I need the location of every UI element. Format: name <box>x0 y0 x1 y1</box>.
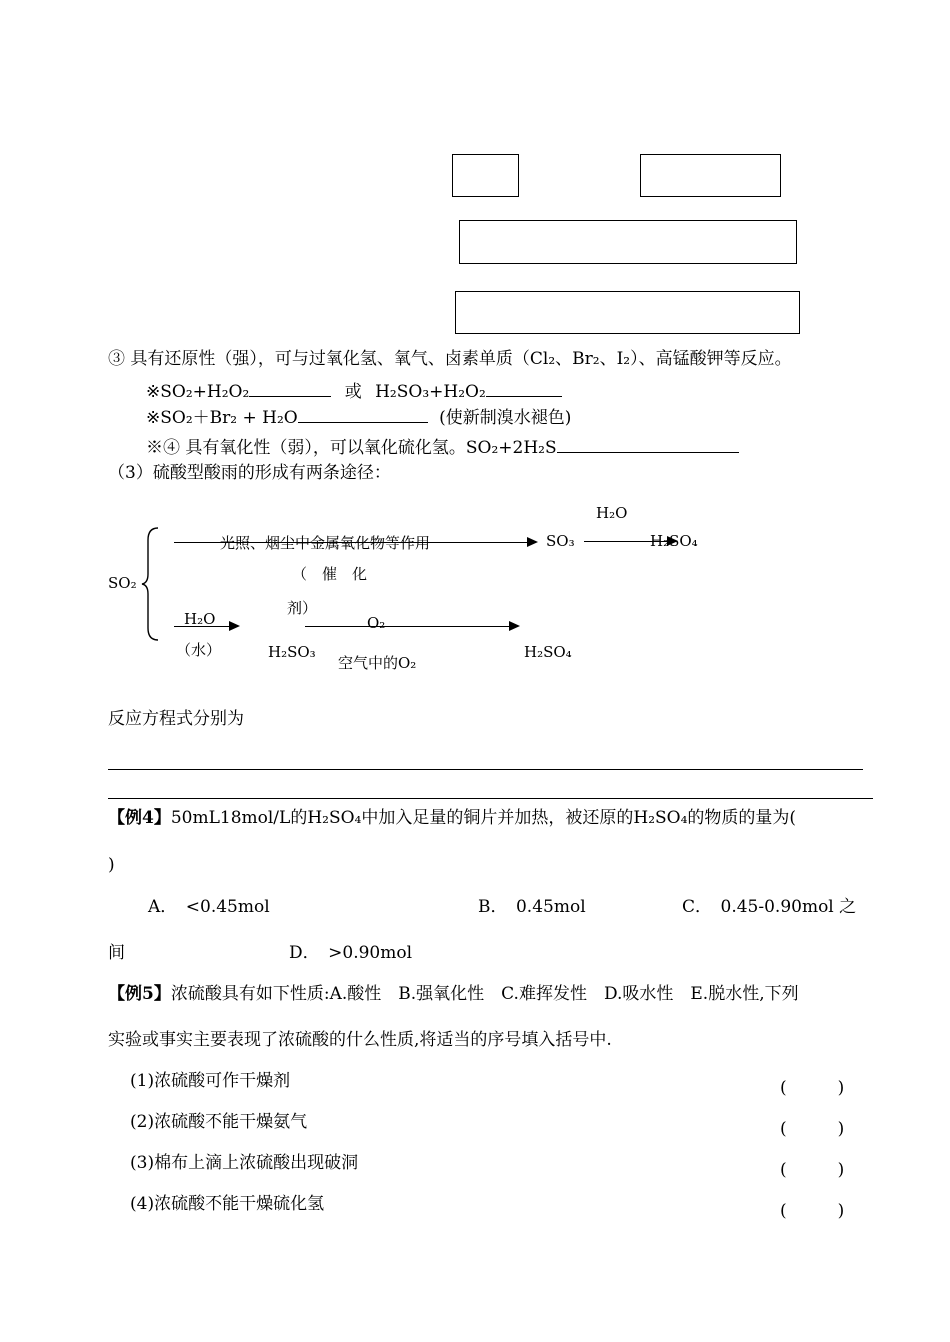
equation-2-note: (使新制溴水褪色) <box>439 408 572 428</box>
blank-box-2 <box>640 154 781 197</box>
equation-3-text: ※④ 具有氧化性（弱），可以氧化硫化氢。SO₂+2H₂S <box>146 438 557 458</box>
diagram-catalyst-label-1: （ 催 化 <box>292 565 368 583</box>
example-4-option-b: B． 0.45mol <box>478 897 586 917</box>
example-5 <box>108 986 799 1003</box>
equation-2 <box>146 407 571 427</box>
diagram-h2so4-top: H₂SO₄ <box>650 532 698 550</box>
curly-brace <box>140 526 162 642</box>
diagram-upper-label: 光照、烟尘中金属氧化物等作用 <box>220 534 431 552</box>
diagram-so2: SO₂ <box>108 574 137 592</box>
example-5-answer-1: ( ) <box>780 1078 845 1098</box>
arrow-h2so3-to-h2so4 <box>305 626 518 627</box>
equation-3 <box>146 437 739 457</box>
example-4-option-c: C． 0.45-0.90mol 之 <box>682 897 857 917</box>
diagram-o2: O₂ <box>367 614 386 632</box>
arrow-so2-to-so3 <box>174 542 536 543</box>
example-5-answer-4: ( ) <box>780 1201 845 1221</box>
example-4-option-c-cont: 间 <box>108 943 125 963</box>
diagram-h2so4-bottom: H₂SO₄ <box>524 643 572 661</box>
diagram-water-label: （水） <box>176 641 222 659</box>
example-4-tag: 【例4】 <box>108 808 171 828</box>
blank-box-3 <box>459 220 797 264</box>
blank-box-4 <box>455 291 800 334</box>
example-5-item-4: (4)浓硫酸不能干燥硫化氢 <box>130 1194 325 1214</box>
example-4-close: ) <box>108 855 115 875</box>
diagram-catalyst-label-2: 剂） <box>287 599 318 617</box>
example-5-tag: 【例5】 <box>108 984 171 1004</box>
example-5-answer-2: ( ) <box>780 1119 845 1139</box>
blank-box-1 <box>452 154 519 197</box>
equation-1-right: H₂SO₃+H₂O₂ <box>375 382 486 402</box>
equation-1-left: ※SO₂+H₂O₂ <box>146 382 250 402</box>
example-4 <box>108 810 796 827</box>
example-5-answer-3: ( ) <box>780 1160 845 1180</box>
example-5-item-2: (2)浓硫酸不能干燥氨气 <box>130 1112 308 1132</box>
acid-rain-title: （3）硫酸型酸雨的形成有两条途径： <box>108 463 391 483</box>
diagram-air-o2: 空气中的O₂ <box>338 654 417 672</box>
answer-line-2 <box>108 798 873 799</box>
example-5-item-3: (3)棉布上滴上浓硫酸出现破洞 <box>130 1153 359 1173</box>
reducing-property-line: ③ 具有还原性（强），可与过氧化氢、氧气、卤素单质（Cl₂、Br₂、I₂）、高锰酸钾等反应。 <box>108 349 792 369</box>
equation-1-or: 或 <box>344 382 362 402</box>
example-5-item-1: (1)浓硫酸可作干燥剂 <box>130 1071 291 1091</box>
example-4-option-a: A． <0.45mol <box>148 897 270 917</box>
arrow-so2-to-h2so3 <box>174 626 238 627</box>
diagram-so3: SO₃ <box>546 532 575 550</box>
example-4-text: 50mL18mol/L的H₂SO₄中加入足量的铜片并加热，被还原的H₂SO₄的物质的量为( <box>170 808 797 828</box>
example-5-text: 浓硫酸具有如下性质:A.酸性 B.强氧化性 C.难挥发性 D.吸水性 E.脱水性,下列 <box>170 984 799 1004</box>
example-4-option-d: D． >0.90mol <box>289 943 413 963</box>
diagram-h2o-top: H₂O <box>596 504 628 522</box>
answer-line-1 <box>108 769 863 770</box>
equation-1 <box>146 381 562 401</box>
equation-2-text: ※SO₂＋Br₂ + H₂O <box>146 408 298 428</box>
diagram-water-label-top: H₂O <box>184 610 216 628</box>
equations-heading: 反应方程式分别为 <box>108 709 244 729</box>
example-5-text-2: 实验或事实主要表现了浓硫酸的什么性质,将适当的序号填入括号中. <box>108 1030 612 1050</box>
diagram-h2so3: H₂SO₃ <box>268 643 316 661</box>
